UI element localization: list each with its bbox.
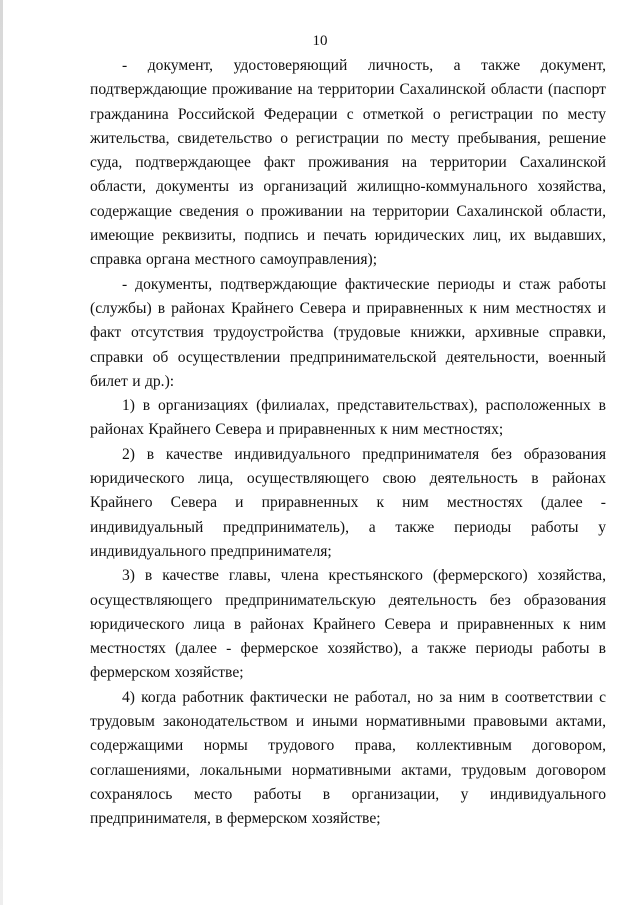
page-number: 10 <box>312 33 328 49</box>
scan-edge <box>0 0 3 905</box>
list-item-3-farm-household: 3) в качестве главы, члена крестьянского (фермерского) хозяйства, осуществляющего предпринимательскую деятельность без образования юридического лица в районах Крайнего Севера и приравненных к ним местностях (далее - фермерское хозяйство), а также периоды работы в фермерском хозяйстве; <box>90 567 606 682</box>
list-item-4-retained-workplace: 4) когда работник фактически не работал, но за ним в соответствии с трудовым законодательством и иными нормативными правовыми актами, содержащими нормы трудового права, коллективным договором, соглашениями, локальными нормативными актами, трудовым договором сохранялось место работы в организации, у индивидуального предпринимателя, в фермерском хозяйстве; <box>90 688 606 828</box>
paragraph-identity-documents: - документ, удостоверяющий личность, а также документ, подтверждающие проживание на территории Сахалинской области (паспорт гражданина Российской Федерации с отметкой о регистрации по месту жительства, свидетельство о регистрации по месту пребывания, решение суда, подтверждающее факт проживания на территории Сахалинской области, документы из организаций жилищно-коммунального хозяйства, содержащие сведения о проживании на территории Сахалинской области, имеющие реквизиты, подпись и печать юридических лиц, их выдавших, справка органа местного самоуправления); <box>90 57 606 269</box>
list-item-1-organizations: 1) в организациях (филиалах, представительствах), расположенных в районах Крайнего Севера и приравненных к ним местностях; <box>90 397 606 439</box>
list-item-2-individual-entrepreneur: 2) в качестве индивидуального предпринимателя без образования юридического лица, осуществляющего свою деятельность в районах Крайнего Севера и приравненных к ним местностях (далее - индивидуальный предприниматель), а также периоды работы у индивидуального предпринимателя; <box>90 445 606 560</box>
document-body <box>90 54 606 832</box>
paragraph-work-period-documents: - документы, подтверждающие фактические периоды и стаж работы (службы) в районах Крайнего Севера и приравненных к ним местностях и факт отсутствия трудоустройства (трудовые книжки, архивные справки, справки об осуществлении предпринимательской деятельности, военный билет и др.): <box>90 275 606 390</box>
